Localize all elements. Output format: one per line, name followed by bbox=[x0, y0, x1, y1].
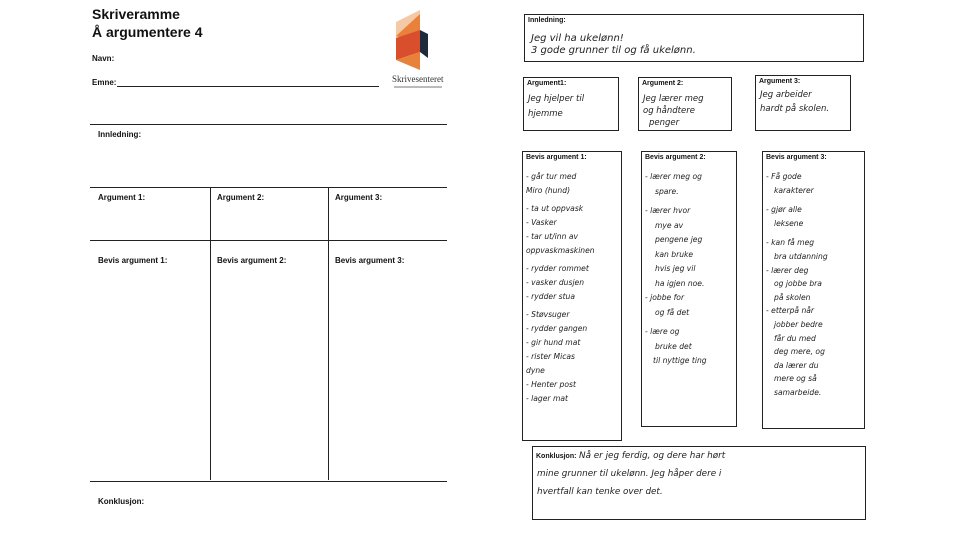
bevis-1-item: - rister Micas bbox=[526, 352, 575, 361]
bevis-3-item: bra utdanning bbox=[774, 251, 828, 261]
navn-label: Navn: bbox=[92, 54, 115, 63]
bevis-1-item: - rydder stua bbox=[526, 292, 576, 301]
bevis-2-item: og få det bbox=[655, 307, 690, 317]
argument-1-label: Argument1: bbox=[527, 80, 567, 87]
bevis-1-item: - tar ut/inn av bbox=[526, 232, 578, 241]
template-title-line2: Å argumentere 4 bbox=[92, 24, 203, 40]
argument-3-label: Argument 3: bbox=[759, 78, 801, 85]
argument-2-line-1: Jeg lærer meg bbox=[643, 94, 704, 104]
bevis-2-item: pengene jeg bbox=[655, 235, 703, 244]
bevis-2-item: bruke det bbox=[655, 341, 692, 351]
logo-text: Skrivesenteret bbox=[392, 74, 444, 84]
bevis-1-item: - ta ut oppvask bbox=[526, 204, 584, 213]
konklusjon-line-3: hvertfall kan tenke over det. bbox=[537, 487, 663, 497]
bevis-2-item: mye av bbox=[655, 220, 684, 230]
argument-3-line-2: hardt på skolen. bbox=[760, 104, 830, 114]
template-argument-2-label: Argument 2: bbox=[217, 193, 265, 202]
bevis-1-item: - Støvsuger bbox=[526, 310, 570, 319]
innledning-label: Innledning: bbox=[528, 17, 566, 24]
bevis-3-item: - gjør alle bbox=[766, 205, 802, 215]
bevis-3-label: Bevis argument 3: bbox=[766, 154, 827, 161]
bevis-1-list bbox=[526, 170, 595, 406]
emne-label: Emne: bbox=[92, 78, 117, 87]
bevis-1-item: - Vasker bbox=[526, 218, 557, 227]
bevis-1-item: - rydder gangen bbox=[526, 324, 588, 333]
bevis-3-item: - Få gode bbox=[766, 172, 802, 181]
bevis-1-item: oppvaskmaskinen bbox=[526, 246, 595, 255]
bevis-1-label: Bevis argument 1: bbox=[526, 154, 587, 161]
bevis-3-item: får du med bbox=[774, 333, 816, 343]
argument-1-box bbox=[523, 77, 619, 131]
innledning-line-1: Jeg vil ha ukelønn! bbox=[531, 33, 624, 44]
template-argument-3-label: Argument 3: bbox=[335, 193, 383, 202]
bevis-2-item: - lære og bbox=[645, 327, 680, 336]
bevis-2-item: - lærer meg og bbox=[645, 172, 702, 181]
bevis-3-item: på skolen bbox=[774, 292, 811, 302]
bevis-3-item: - etterpå når bbox=[766, 306, 815, 316]
bevis-1-item: - Henter post bbox=[526, 380, 576, 389]
template-innledning-label: Innledning: bbox=[98, 130, 142, 139]
template-col-divider-2 bbox=[328, 187, 329, 480]
bevis-3-item: leksene bbox=[774, 218, 804, 228]
skrivesenteret-logo bbox=[390, 8, 450, 92]
bevis-2-item: ha igjen noe. bbox=[655, 278, 705, 288]
template-konklusjon-label: Konklusjon: bbox=[98, 497, 145, 506]
template-rule-bevis bbox=[90, 240, 447, 241]
template-bevis-1-label: Bevis argument 1: bbox=[98, 256, 168, 265]
bevis-3-list bbox=[766, 170, 828, 400]
bevis-1-box bbox=[522, 151, 622, 441]
bevis-3-item: samarbeide. bbox=[774, 387, 822, 397]
innledning-line-2: 3 gode grunner til og få ukelønn. bbox=[531, 45, 696, 56]
konklusjon-line-1: Nå er jeg ferdig, og dere har hørt bbox=[579, 451, 726, 461]
bevis-2-label: Bevis argument 2: bbox=[645, 154, 706, 161]
bevis-2-list bbox=[645, 170, 707, 369]
bevis-1-item: - vasker dusjen bbox=[526, 278, 585, 287]
argument-2-box bbox=[638, 77, 732, 131]
bevis-1-item: - gir hund mat bbox=[526, 338, 581, 347]
innledning-box bbox=[524, 14, 864, 62]
bevis-3-item: mere og så bbox=[774, 374, 817, 384]
emne-line bbox=[117, 86, 379, 87]
template-col-divider-1 bbox=[210, 187, 211, 480]
bevis-3-item: - lærer deg bbox=[766, 265, 809, 275]
bevis-3-item: - kan få meg bbox=[766, 238, 815, 248]
bevis-1-item: - går tur med bbox=[526, 172, 577, 181]
bevis-3-item: deg mere, og bbox=[774, 347, 825, 357]
bevis-2-item: - lærer hvor bbox=[645, 206, 691, 215]
bevis-2-item: til nyttige ting bbox=[653, 356, 707, 365]
bevis-2-item: kan bruke bbox=[655, 249, 694, 259]
bevis-2-item: spare. bbox=[655, 186, 679, 196]
bevis-3-box bbox=[762, 151, 865, 429]
bevis-2-item: - jobbe for bbox=[645, 293, 685, 302]
filled-sheet bbox=[500, 0, 960, 540]
bevis-2-item: hvis jeg vil bbox=[655, 264, 696, 273]
bevis-3-item: karakterer bbox=[774, 185, 814, 195]
argument-2-label: Argument 2: bbox=[642, 80, 684, 87]
template-argument-1-label: Argument 1: bbox=[98, 193, 146, 202]
bevis-1-item: - lager mat bbox=[526, 394, 568, 403]
template-rule-args bbox=[90, 187, 447, 188]
argument-3-line-1: Jeg arbeider bbox=[760, 90, 812, 100]
konklusjon-line-2: mine grunner til ukelønn. Jeg håper dere i bbox=[537, 469, 722, 479]
argument-1-line-1: Jeg hjelper til bbox=[528, 94, 585, 104]
template-bevis-2-label: Bevis argument 2: bbox=[217, 256, 287, 265]
argument-2-line-2: og håndtere bbox=[643, 106, 695, 116]
bevis-1-item: Miro (hund) bbox=[526, 186, 571, 195]
argument-2-line-3: penger bbox=[649, 118, 680, 128]
bevis-1-item: - rydder rommet bbox=[526, 264, 589, 273]
template-rule-konklusjon bbox=[90, 481, 447, 482]
blank-template bbox=[0, 0, 470, 540]
bevis-3-item: da lærer du bbox=[774, 360, 819, 370]
template-title-line1: Skriveramme bbox=[92, 6, 180, 22]
konklusjon-box bbox=[532, 446, 866, 520]
argument-1-line-2: hjemme bbox=[528, 109, 563, 119]
bevis-2-box bbox=[641, 151, 737, 427]
template-bevis-3-label: Bevis argument 3: bbox=[335, 256, 405, 265]
argument-3-box bbox=[755, 75, 851, 131]
logo-subline bbox=[394, 86, 442, 88]
bevis-3-item: jobber bedre bbox=[774, 319, 823, 329]
konklusjon-label: Konklusjon: bbox=[536, 453, 577, 460]
template-rule-top bbox=[90, 124, 447, 125]
bevis-1-item: dyne bbox=[526, 366, 545, 375]
bevis-3-item: og jobbe bra bbox=[774, 279, 822, 289]
